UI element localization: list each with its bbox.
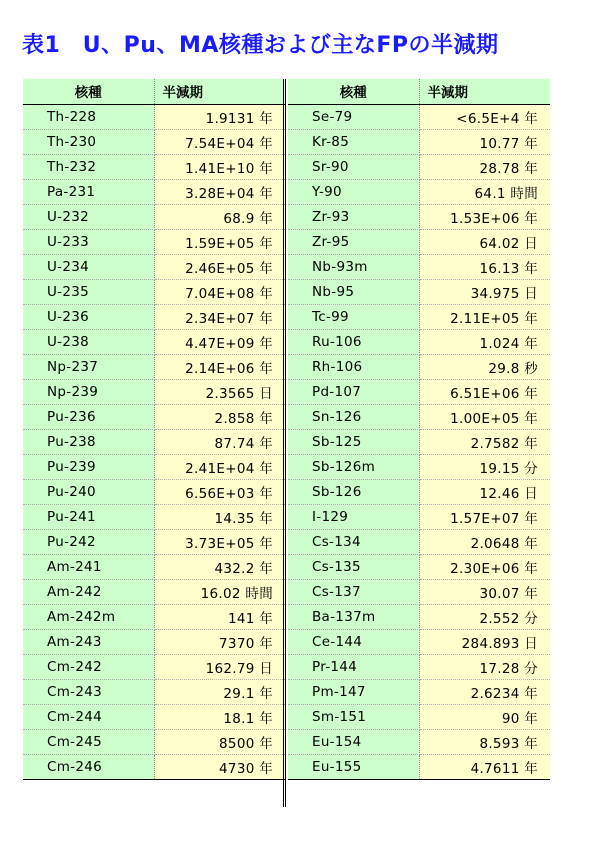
halflife-cell: 28.78 年 [419, 154, 550, 179]
table-row [288, 579, 550, 604]
table-row [288, 529, 550, 554]
halflife-cell: 2.0648 年 [419, 529, 550, 554]
halflife-cell: 3.28E+04 年 [154, 179, 285, 204]
nuclide-cell: Th-230 [23, 129, 154, 154]
table-row [23, 529, 285, 554]
halflife-cell: 29.1 年 [154, 679, 285, 704]
nuclide-header: 核種 [23, 79, 154, 104]
nuclide-cell: Pa-231 [23, 179, 154, 204]
halflife-cell: 18.1 年 [154, 704, 285, 729]
halflife-cell: 2.46E+05 年 [154, 254, 285, 279]
table-row [23, 729, 285, 754]
right-halflife-table [288, 79, 550, 780]
table-row [23, 229, 285, 254]
halflife-cell: 2.858 年 [154, 404, 285, 429]
nuclide-cell: Cs-137 [288, 579, 419, 604]
table-row [23, 504, 285, 529]
nuclide-cell: Am-242 [23, 579, 154, 604]
halflife-cell: 19.15 分 [419, 454, 550, 479]
halflife-cell: 8500 年 [154, 729, 285, 754]
halflife-header: 半減期 [154, 79, 285, 104]
table-row [23, 554, 285, 579]
nuclide-cell: Pu-236 [23, 404, 154, 429]
table-row [23, 354, 285, 379]
table-row [23, 129, 285, 154]
table-row [288, 629, 550, 654]
halflife-cell: 7.54E+04 年 [154, 129, 285, 154]
table-row [23, 579, 285, 604]
halflife-cell: 1.59E+05 年 [154, 229, 285, 254]
nuclide-cell: U-235 [23, 279, 154, 304]
nuclide-cell: Eu-155 [288, 754, 419, 779]
table-row [23, 104, 285, 129]
nuclide-cell: Np-239 [23, 379, 154, 404]
table-row [23, 404, 285, 429]
halflife-cell: 87.74 年 [154, 429, 285, 454]
halflife-cell: 2.11E+05 年 [419, 304, 550, 329]
halflife-cell: 4730 年 [154, 754, 285, 779]
nuclide-cell: Pd-107 [288, 379, 419, 404]
table-row [23, 479, 285, 504]
nuclide-cell: Th-228 [23, 104, 154, 129]
nuclide-header: 核種 [288, 79, 419, 104]
nuclide-cell: Sb-126 [288, 479, 419, 504]
table-row [288, 554, 550, 579]
nuclide-cell: Pu-241 [23, 504, 154, 529]
halflife-cell: 17.28 分 [419, 654, 550, 679]
halflife-cell: 2.14E+06 年 [154, 354, 285, 379]
table-row [23, 454, 285, 479]
halflife-cell: 12.46 日 [419, 479, 550, 504]
table-row [288, 104, 550, 129]
table-row [23, 429, 285, 454]
halflife-cell: 284.893 日 [419, 629, 550, 654]
table-row [23, 279, 285, 304]
halflife-cell: 1.41E+10 年 [154, 154, 285, 179]
halflife-cell: 30.07 年 [419, 579, 550, 604]
table-row [288, 204, 550, 229]
nuclide-cell: Pu-238 [23, 429, 154, 454]
nuclide-cell: Sr-90 [288, 154, 419, 179]
table-row [23, 154, 285, 179]
table-row [288, 129, 550, 154]
table-row [288, 504, 550, 529]
halflife-cell: 1.53E+06 年 [419, 204, 550, 229]
halflife-cell: 3.73E+05 年 [154, 529, 285, 554]
halflife-cell: 6.56E+03 年 [154, 479, 285, 504]
nuclide-cell: Cm-245 [23, 729, 154, 754]
nuclide-cell: Pu-242 [23, 529, 154, 554]
table-row [288, 179, 550, 204]
nuclide-cell: Nb-93m [288, 254, 419, 279]
table-row [288, 604, 550, 629]
halflife-cell: 4.47E+09 年 [154, 329, 285, 354]
nuclide-cell: Th-232 [23, 154, 154, 179]
nuclide-cell: Cm-246 [23, 754, 154, 779]
nuclide-cell: Zr-95 [288, 229, 419, 254]
table-row [23, 704, 285, 729]
table-row [23, 654, 285, 679]
halflife-cell: 7.04E+08 年 [154, 279, 285, 304]
table-row [23, 679, 285, 704]
table-row [288, 279, 550, 304]
nuclide-cell: Nb-95 [288, 279, 419, 304]
nuclide-cell: Sb-125 [288, 429, 419, 454]
halflife-cell: 16.02 時間 [154, 579, 285, 604]
nuclide-cell: Pu-239 [23, 454, 154, 479]
table-row [23, 179, 285, 204]
halflife-cell: <6.5E+4 年 [419, 104, 550, 129]
halflife-cell: 8.593 年 [419, 729, 550, 754]
table-row [288, 154, 550, 179]
nuclide-cell: U-233 [23, 229, 154, 254]
halflife-cell: 2.34E+07 年 [154, 304, 285, 329]
left-table-body [23, 104, 285, 779]
table-row [288, 679, 550, 704]
left-halflife-table [23, 79, 285, 780]
halflife-cell: 10.77 年 [419, 129, 550, 154]
halflife-cell: 2.7582 年 [419, 429, 550, 454]
nuclide-cell: Ce-144 [288, 629, 419, 654]
halflife-cell: 2.6234 年 [419, 679, 550, 704]
halflife-cell: 1.024 年 [419, 329, 550, 354]
nuclide-cell: Cs-135 [288, 554, 419, 579]
table-row [23, 379, 285, 404]
nuclide-cell: Am-242m [23, 604, 154, 629]
halflife-cell: 64.02 日 [419, 229, 550, 254]
table-row [288, 379, 550, 404]
halflife-cell: 6.51E+06 年 [419, 379, 550, 404]
nuclide-cell: Rh-106 [288, 354, 419, 379]
nuclide-cell: Cm-244 [23, 704, 154, 729]
nuclide-cell: U-238 [23, 329, 154, 354]
nuclide-cell: Cm-242 [23, 654, 154, 679]
table-row [23, 254, 285, 279]
nuclide-cell: Se-79 [288, 104, 419, 129]
nuclide-cell: Cs-134 [288, 529, 419, 554]
nuclide-cell: Eu-154 [288, 729, 419, 754]
nuclide-cell: Pu-240 [23, 479, 154, 504]
table-row [288, 729, 550, 754]
halflife-cell: 2.41E+04 年 [154, 454, 285, 479]
table-row [288, 454, 550, 479]
table-row [23, 204, 285, 229]
nuclide-cell: Pm-147 [288, 679, 419, 704]
nuclide-cell: U-232 [23, 204, 154, 229]
nuclide-cell: I-129 [288, 504, 419, 529]
table-row [288, 404, 550, 429]
nuclide-cell: Np-237 [23, 354, 154, 379]
table-row [288, 429, 550, 454]
halflife-cell: 64.1 時間 [419, 179, 550, 204]
nuclide-cell: Tc-99 [288, 304, 419, 329]
table-row [23, 629, 285, 654]
halflife-cell: 162.79 日 [154, 654, 285, 679]
nuclide-cell: Y-90 [288, 179, 419, 204]
table-row [288, 704, 550, 729]
table-divider [283, 79, 286, 807]
table-row [23, 754, 285, 779]
halflife-cell: 2.30E+06 年 [419, 554, 550, 579]
table-row [288, 254, 550, 279]
table-row [23, 604, 285, 629]
halflife-cell: 29.8 秒 [419, 354, 550, 379]
nuclide-cell: Am-243 [23, 629, 154, 654]
halflife-cell: 16.13 年 [419, 254, 550, 279]
halflife-cell: 7370 年 [154, 629, 285, 654]
table-row [288, 754, 550, 779]
page-title: 表1 U、Pu、MA核種および主なFPの半減期 [22, 33, 499, 58]
halflife-cell: 2.3565 日 [154, 379, 285, 404]
nuclide-cell: Ru-106 [288, 329, 419, 354]
halflife-cell: 14.35 年 [154, 504, 285, 529]
table-row [23, 329, 285, 354]
table-row [288, 654, 550, 679]
table-row [288, 479, 550, 504]
halflife-cell: 34.975 日 [419, 279, 550, 304]
halflife-cell: 4.7611 年 [419, 754, 550, 779]
nuclide-cell: Cm-243 [23, 679, 154, 704]
halflife-cell: 68.9 年 [154, 204, 285, 229]
nuclide-cell: U-236 [23, 304, 154, 329]
halflife-cell: 1.00E+05 年 [419, 404, 550, 429]
halflife-cell: 432.2 年 [154, 554, 285, 579]
nuclide-cell: Am-241 [23, 554, 154, 579]
table-row [288, 229, 550, 254]
nuclide-cell: Pr-144 [288, 654, 419, 679]
right-table-body [288, 104, 550, 779]
nuclide-cell: Sm-151 [288, 704, 419, 729]
nuclide-cell: U-234 [23, 254, 154, 279]
nuclide-cell: Sb-126m [288, 454, 419, 479]
nuclide-cell: Ba-137m [288, 604, 419, 629]
halflife-cell: 2.552 分 [419, 604, 550, 629]
halflife-cell: 141 年 [154, 604, 285, 629]
halflife-cell: 1.57E+07 年 [419, 504, 550, 529]
table-row [288, 329, 550, 354]
halflife-cell: 90 年 [419, 704, 550, 729]
nuclide-cell: Sn-126 [288, 404, 419, 429]
nuclide-cell: Kr-85 [288, 129, 419, 154]
halflife-header: 半減期 [419, 79, 550, 104]
halflife-cell: 1.9131 年 [154, 104, 285, 129]
table-row [288, 354, 550, 379]
nuclide-cell: Zr-93 [288, 204, 419, 229]
table-row [23, 304, 285, 329]
table-row [288, 304, 550, 329]
